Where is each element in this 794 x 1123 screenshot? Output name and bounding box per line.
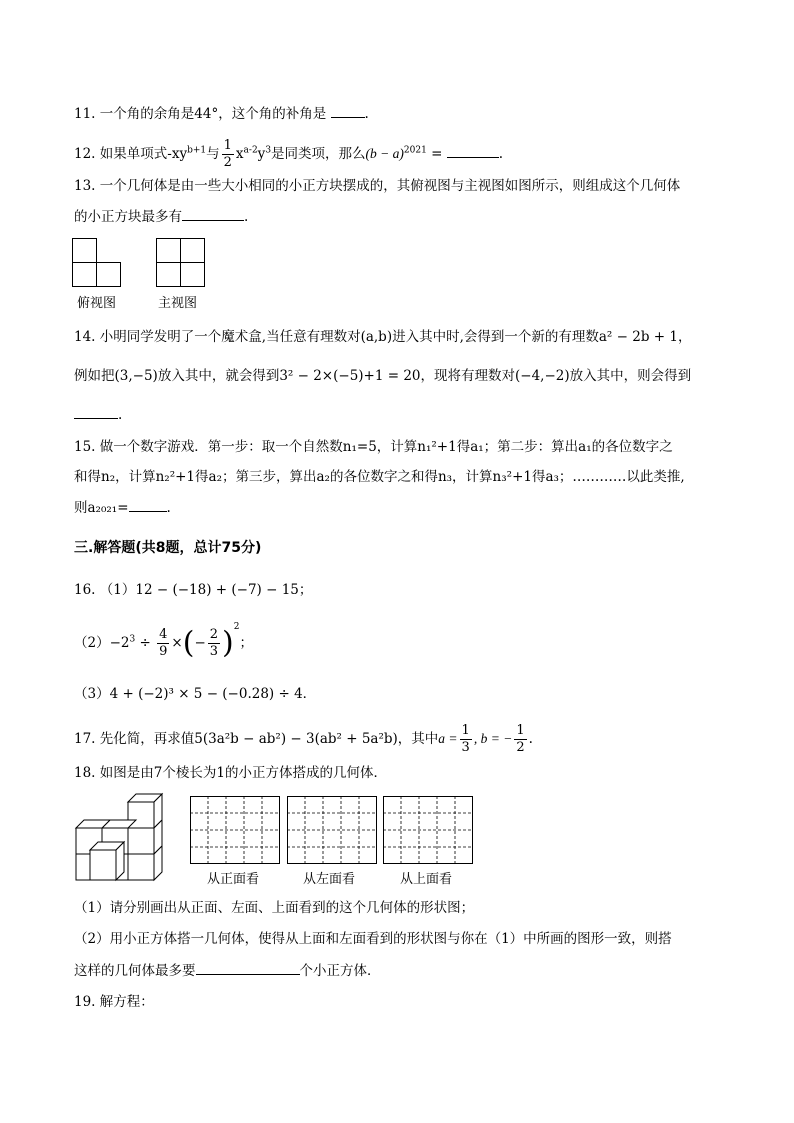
question-16-part-1: 16. （1）12 − (−18) + (−7) − 15； bbox=[74, 582, 313, 598]
question-14-line3: . bbox=[74, 404, 122, 425]
question-16-part-2: $(2)-2^3$ ÷ $\frac{4}{9}$ ×(− $\frac{2}{3}$ )$^2$； bbox=[74, 622, 253, 661]
question-18: 18. 如图是由7个棱长为1的小正方体搭成的几何体． bbox=[74, 765, 387, 781]
q18-grid-front[interactable] bbox=[190, 796, 280, 864]
q15-answer-blank[interactable] bbox=[129, 497, 167, 512]
q12-fraction: $\frac{1}{2}$ bbox=[223, 138, 232, 170]
q14-answer-blank[interactable] bbox=[74, 404, 118, 419]
q19-number: 19. bbox=[74, 994, 96, 1010]
section-3-heading: 三.解答题(共8题，总计75分) bbox=[74, 540, 262, 556]
question-18-part-2-line2: 这样的几何体最多要 个小正方体． bbox=[74, 960, 381, 981]
q18-number: 18. bbox=[74, 765, 96, 781]
q13-number: 13. bbox=[74, 178, 96, 194]
question-12: 12. 如果单项式$-xy^{b+1}$与 $\frac{1}{2}$ $x^{a-2}y^3$是同类项，那么$(b - a)^{2021}$ = . bbox=[74, 138, 504, 170]
question-18-part-1: （1）请分别画出从正面、左面、上面看到的这个几何体的形状图； bbox=[74, 900, 475, 916]
question-15-line3: 则a₂₀₂₁= . bbox=[74, 497, 171, 518]
q12-number: 12. bbox=[74, 146, 96, 162]
q11-text: 一个角的余角是44°，这个角的补角是 bbox=[99, 106, 327, 122]
q12-monomial-1: -xy bbox=[167, 146, 188, 162]
question-17: 17. 先化简，再求值5(3a²b − ab²) − 3(ab² + 5a²b)，其中a = $\frac{1}{3}$ , b = − $\frac{1}{2}$ . bbox=[74, 723, 533, 755]
q18-caption-top: 从上面看 bbox=[400, 872, 453, 887]
q12-expression: (b − a) bbox=[365, 146, 404, 161]
question-15-line2: 和得n₂，计算n₂²+1得a₂；第三步，算出a₂的各位数字之和得n₃，计算n₃²+1得a₃；…………以此类推, bbox=[74, 469, 685, 485]
question-14-line2: 例如把(3,−5)放入其中，就会得到3² − 2×(−5)+1 = 20，现将有理数对(−4,−2)放入其中，则会得到 bbox=[74, 368, 692, 384]
question-15: 15. 做一个数字游戏．第一步：取一个自然数n₁=5，计算n₁²+1得a₁；第二步：算出a₁的各位数字之 bbox=[74, 439, 673, 455]
q12-answer-blank[interactable] bbox=[447, 143, 499, 158]
question-13-line2: 的小正方块最多有 . bbox=[74, 206, 248, 227]
q14-number: 14. bbox=[74, 329, 96, 345]
question-11: 11. 一个角的余角是44°，这个角的补角是 . bbox=[74, 103, 369, 124]
question-16-part-3: （3）4 + (−2)³ × 5 − (−0.28) ÷ 4． bbox=[74, 686, 317, 702]
q13-caption-top-view: 俯视图 bbox=[77, 296, 117, 311]
q18-cube-stack-figure bbox=[74, 794, 166, 886]
q13-top-view-figure bbox=[72, 238, 122, 288]
q18-caption-front: 从正面看 bbox=[207, 872, 260, 887]
question-13: 13. 一个几何体是由一些大小相同的小正方块摆成的，其俯视图与主视图如图所示，则组成这个几何体 bbox=[74, 178, 681, 194]
q13-front-view-figure bbox=[156, 238, 206, 288]
q18-caption-left: 从左面看 bbox=[303, 872, 356, 887]
q18-grid-top[interactable] bbox=[383, 796, 473, 864]
q13-answer-blank[interactable] bbox=[182, 206, 244, 221]
q18-answer-blank[interactable] bbox=[196, 960, 300, 975]
q11-answer-blank[interactable] bbox=[331, 103, 365, 118]
q15-number: 15. bbox=[74, 439, 96, 455]
question-18-part-2: （2）用小正方体搭一几何体，使得从上面和左面看到的形状图与你在（1）中所画的图形一致，则搭 bbox=[74, 931, 672, 947]
q11-number: 11. bbox=[74, 106, 96, 122]
question-14: 14. 小明同学发明了一个魔术盒,当任意有理数对(a,b)进入其中时,会得到一个新的有理数a² − 2b + 1， bbox=[74, 329, 692, 345]
q16-number: 16. bbox=[74, 582, 96, 598]
q18-grid-left[interactable] bbox=[287, 796, 377, 864]
q17-number: 17. bbox=[74, 731, 96, 747]
question-19: 19. 解方程： bbox=[74, 994, 154, 1010]
q13-caption-front-view: 主视图 bbox=[158, 296, 198, 311]
